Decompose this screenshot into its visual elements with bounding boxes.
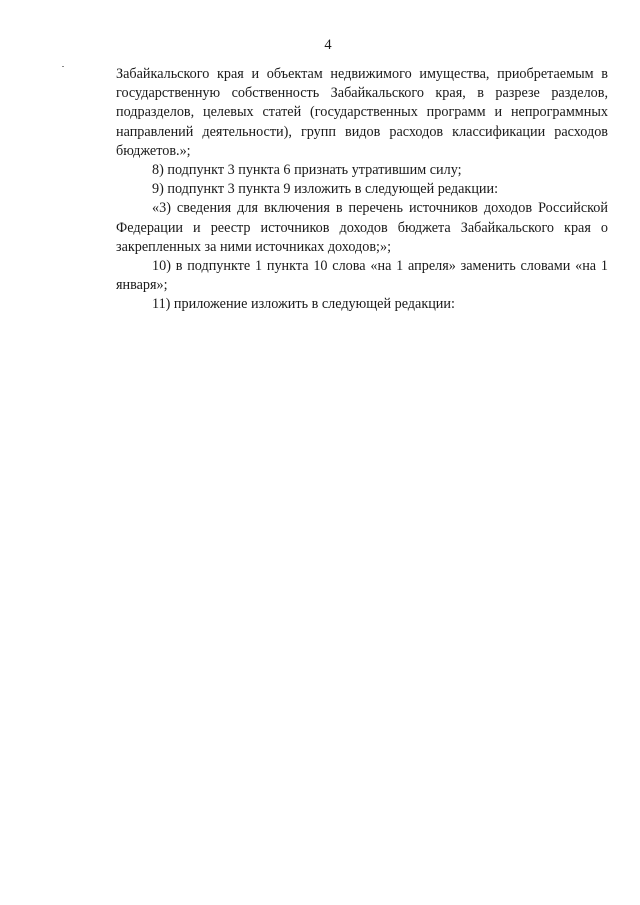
page-number: 4 [324,37,332,53]
paragraph-quoted-subitem-3: «3) сведения для включения в перечень источников доходов Российской Федерации и реестр источников доходов бюджета Забайкальского края о закрепленных за ними источниках доходов;»; [116,200,608,255]
paragraph-item-8: 8) подпункт 3 пункта 6 признать утратившим силу; [152,162,462,179]
paragraph-item-9: 9) подпункт 3 пункта 9 изложить в следующей редакции: [152,181,499,198]
document-body [116,65,608,315]
paragraph-item-10: 10) в подпункте 1 пункта 10 слова «на 1 апреля» заменить словами «на 1 января»; [116,258,608,294]
paragraph-continuation: Забайкальского края и объектам недвижимого имущества, приобретаемым в государственную собственность Забайкальского края, в разрезе разделов, подразделов, целевых статей (государственных программ и непрограммных направлений деятельности), групп видов расходов классификации расходов бюджетов.»; [116,66,608,159]
scan-edge-mark [62,66,64,67]
paragraph-item-11: 11) приложение изложить в следующей редакции: [152,296,455,313]
